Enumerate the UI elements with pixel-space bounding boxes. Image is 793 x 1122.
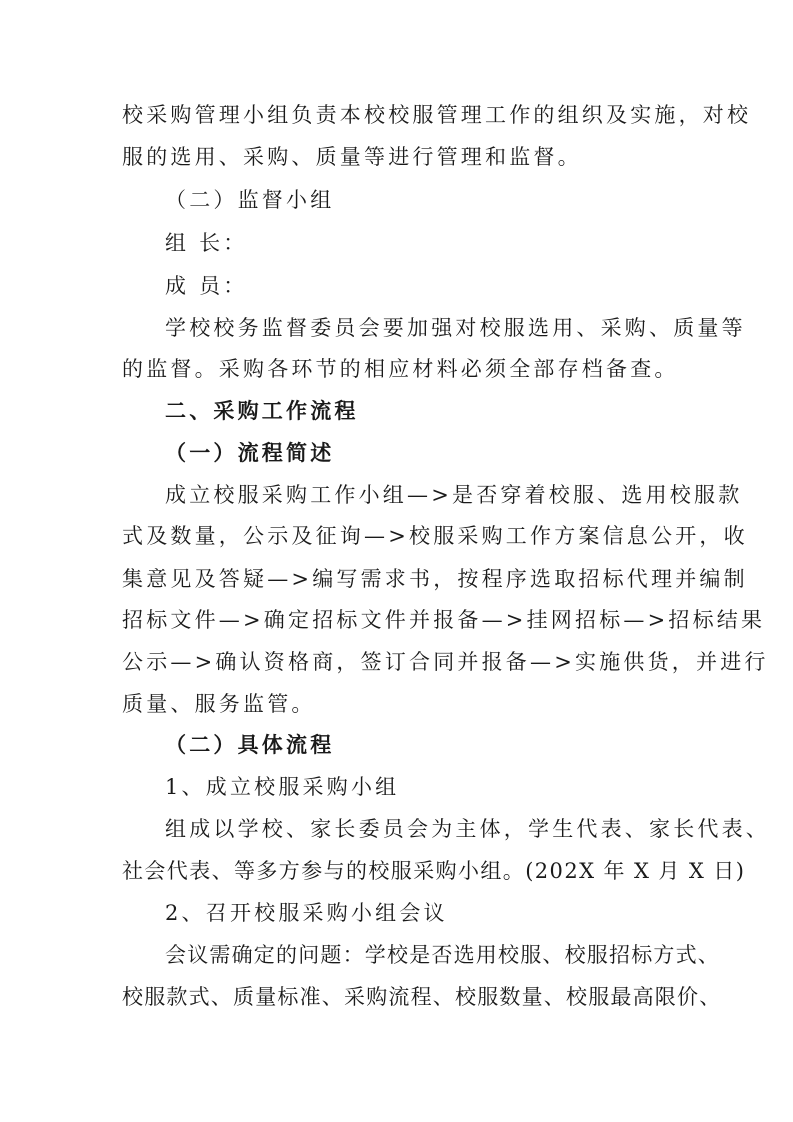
paragraph-line: 的监督。采购各环节的相应材料必须全部存档备查。 bbox=[122, 357, 679, 381]
paragraph-line: 服的选用、采购、质量等进行管理和监督。 bbox=[122, 145, 582, 169]
paragraph-line: 式及数量，公示及征询—>校服采购工作方案信息公开，收 bbox=[122, 524, 748, 548]
paragraph-line: 集意见及答疑—>编写需求书，按程序选取招标代理并编制 bbox=[122, 567, 748, 591]
paragraph-line: 校采购管理小组负责本校校服管理工作的组织及实施，对校 bbox=[122, 103, 752, 127]
group-member-label: 成 员： bbox=[165, 274, 248, 298]
paragraph-line: 组成以学校、家长委员会为主体，学生代表、家长代表、 bbox=[165, 817, 770, 841]
section-heading-procurement-process: 二、采购工作流程 bbox=[165, 398, 359, 423]
paragraph-line: 会议需确定的问题：学校是否选用校服、校服招标方式、 bbox=[165, 943, 720, 967]
paragraph-line: 社会代表、等多方参与的校服采购小组。(202X 年 X 月 X 日) bbox=[122, 859, 746, 883]
step-2-title: 2、召开校服采购小组会议 bbox=[165, 901, 448, 925]
paragraph-line: 质量、服务监管。 bbox=[122, 692, 316, 716]
paragraph-line: 学校校务监督委员会要加强对校服选用、采购、质量等 bbox=[165, 316, 746, 340]
section-title-supervision-group: （二）监督小组 bbox=[165, 188, 335, 212]
paragraph-line: 校服款式、质量标准、采购流程、校服数量、校服最高限价、 bbox=[122, 985, 722, 1009]
paragraph-line: 公示—>确认资格商，签订合同并报备—>实施供货，并进行 bbox=[122, 650, 769, 674]
paragraph-line: 招标文件—>确定招标文件并报备—>挂网招标—>招标结果 bbox=[122, 608, 766, 632]
step-1-title: 1、成立校服采购小组 bbox=[165, 775, 400, 799]
paragraph-line: 成立校服采购工作小组—>是否穿着校服、选用校服款 bbox=[165, 483, 743, 507]
subheading-process-overview: （一）流程简述 bbox=[165, 440, 335, 465]
subheading-specific-process: （二）具体流程 bbox=[165, 732, 335, 757]
group-leader-label: 组 长： bbox=[165, 231, 248, 255]
